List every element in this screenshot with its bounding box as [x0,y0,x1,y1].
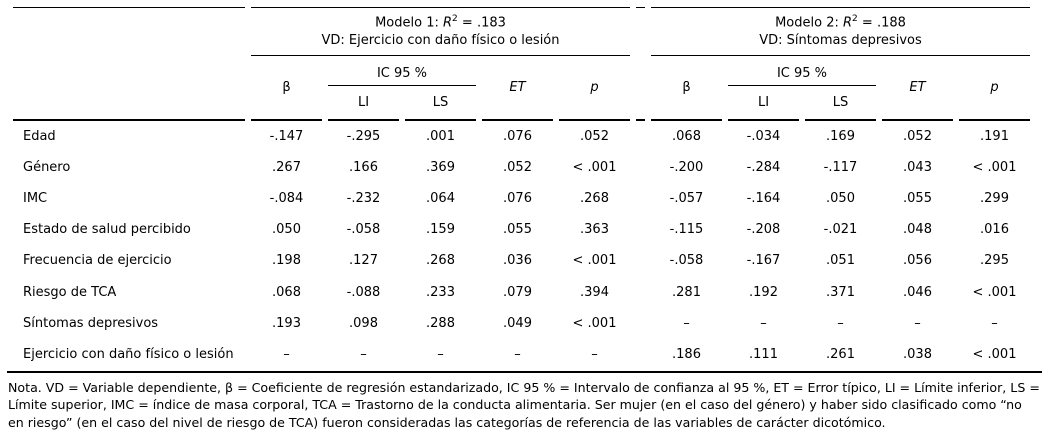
table-note: Nota. VD = Variable dependiente, β = Coeficiente de regresión estandarizado, IC 95 % = Intervalo de confianza al 95 %, ET = Error típico, LI = Límite inferior, LS = Límite superior, IMC = índice de masa corporal, TCA = Trastorno de la conducta alimentaria. Ser mujer (en el caso del género) y haber sido clasificado como “no en riesgo” (en el caso del nivel de riesgo de TCA) fueron consideradas las categorías de referencia de las variables de carácter dicotómico. [8,379,1040,430]
m2-beta-column-header: β [651,56,722,121]
m1-p-value: .394 [580,284,609,300]
row-label: Riesgo de TCA [23,284,117,300]
m2-et-value: .052 [903,128,932,144]
m2-p-value: < .001 [972,284,1017,300]
m1-se-column-header: ET [482,56,553,121]
m1-et-value: .055 [503,222,532,238]
row-label: Género [23,159,71,175]
row-label: Estado de salud percibido [23,222,191,238]
m1-ls-value: .064 [426,190,455,206]
table-row [13,215,1030,246]
model2-title: Modelo 2: [775,15,839,31]
r-squared-exponent: 2 [852,14,858,25]
m2-upper-limit-header: LS [805,86,876,121]
m2-beta-value: -.200 [669,159,704,175]
m2-ls-value: .169 [826,128,855,144]
m1-et-value: .052 [503,159,532,175]
m2-ls-value: -.021 [823,222,858,238]
m2-ci-column-header: IC 95 % [728,56,876,86]
model-header-row [13,7,1030,56]
m1-ci-column-header: IC 95 % [328,56,476,86]
m2-ls-value: .051 [826,253,855,269]
m1-beta-value: .050 [272,222,301,238]
m1-p-value: < .001 [572,253,617,269]
m1-beta-value: .193 [272,315,301,331]
m1-beta-column-header: β [251,56,322,121]
row-label: Frecuencia de ejercicio [23,253,172,269]
m1-beta-value: -.084 [269,190,304,206]
m2-et-value: .043 [903,159,932,175]
group-spacer [636,121,645,152]
model2-dependent-variable: VD: Síntomas depresivos [759,32,922,48]
m2-et-value: .055 [903,190,932,206]
m2-p-value: < .001 [972,159,1017,175]
m2-ls-value: .050 [826,190,855,206]
m1-p-column-header: p [559,56,630,121]
model1-title: Modelo 1: [375,15,439,31]
m1-beta-value: .198 [272,253,301,269]
row-label: Ejercicio con daño físico o lesión [23,346,234,362]
m1-li-value: .098 [349,315,378,331]
m1-li-value: – [360,346,367,362]
m2-p-column-header: p [959,56,1030,121]
m1-p-value: .052 [580,128,609,144]
m1-p-value: < .001 [572,315,617,331]
m1-et-value: .049 [503,315,532,331]
row-label: IMC [23,190,48,206]
m2-li-value: -.208 [746,222,781,238]
m1-et-value: .076 [503,128,532,144]
m1-upper-limit-header: LS [405,86,476,121]
model2-r2-value: = .188 [861,15,906,31]
m1-ls-value: – [437,346,444,362]
m1-ls-value: .268 [426,253,455,269]
group-spacer [636,339,645,370]
m2-lower-limit-header: LI [728,86,799,121]
group-spacer [636,152,645,183]
table-row [13,121,1030,152]
m1-li-value: -.295 [346,128,381,144]
m1-p-value: .268 [580,190,609,206]
m2-li-value: .192 [749,284,778,300]
row-label: Edad [23,128,56,144]
group-spacer [636,308,645,339]
regression-results-table [7,7,1036,371]
group-spacer [636,183,645,214]
group-spacer [636,277,645,308]
r-squared-exponent: 2 [452,14,458,25]
m1-beta-value: – [283,346,290,362]
m1-et-value: .076 [503,190,532,206]
m1-ls-value: .159 [426,222,455,238]
group-spacer [636,246,645,277]
model1-header [251,7,630,56]
m2-p-value: – [991,315,998,331]
m2-p-value: < .001 [972,346,1017,362]
table-row [13,183,1030,214]
m1-li-value: -.232 [346,190,381,206]
m1-lower-limit-header: LI [328,86,399,121]
m1-et-value: – [514,346,521,362]
m2-beta-value: .186 [672,346,701,362]
table-row [13,246,1030,277]
m2-ls-value: .261 [826,346,855,362]
m2-beta-value: -.058 [669,253,704,269]
m2-p-value: .295 [980,253,1009,269]
m2-p-value: .299 [980,190,1009,206]
model1-dependent-variable: VD: Ejercicio con daño físico o lesión [321,32,560,48]
m2-et-value: – [914,315,921,331]
r-squared-symbol: R [443,15,453,31]
row-label: Síntomas depresivos [23,315,159,331]
m2-li-value: -.164 [746,190,781,206]
group-spacer [636,7,645,121]
table-body [13,121,1030,371]
r-squared-symbol: R [843,15,853,31]
m1-ls-value: .001 [426,128,455,144]
m2-et-value: .046 [903,284,932,300]
row-label-column-header [13,7,245,121]
m2-beta-value: .281 [672,284,701,300]
m2-ls-value: – [837,315,844,331]
m2-li-value: – [760,315,767,331]
table-row [13,308,1030,339]
m1-et-value: .036 [503,253,532,269]
m2-li-value: -.167 [746,253,781,269]
m2-se-column-header: ET [882,56,953,121]
m2-p-value: .191 [980,128,1009,144]
m1-beta-value: .267 [272,159,301,175]
m2-et-value: .038 [903,346,932,362]
m2-li-value: .111 [749,346,778,362]
table-row [13,152,1030,183]
m1-li-value: -.058 [346,222,381,238]
m2-p-value: .016 [980,222,1009,238]
m1-p-value: .363 [580,222,609,238]
m2-li-value: -.034 [746,128,781,144]
m1-p-value: – [591,346,598,362]
table-row [13,277,1030,308]
m1-beta-value: -.147 [269,128,304,144]
m1-ls-value: .288 [426,315,455,331]
m2-li-value: -.284 [746,159,781,175]
m2-beta-value: – [683,315,690,331]
m1-li-value: .127 [349,253,378,269]
m1-et-value: .079 [503,284,532,300]
group-spacer [636,215,645,246]
m1-li-value: -.088 [346,284,381,300]
table-bottom-rule [7,371,1042,373]
m2-beta-value: .068 [672,128,701,144]
m1-li-value: .166 [349,159,378,175]
m2-beta-value: -.115 [669,222,704,238]
m2-ls-value: .371 [826,284,855,300]
m1-p-value: < .001 [572,159,617,175]
m2-et-value: .056 [903,253,932,269]
m1-beta-value: .068 [272,284,301,300]
m1-ls-value: .369 [426,159,455,175]
m2-et-value: .048 [903,222,932,238]
model1-r2-value: = .183 [461,15,506,31]
model2-header [651,7,1030,56]
table-row [13,339,1030,370]
m2-beta-value: -.057 [669,190,704,206]
m2-ls-value: -.117 [823,159,858,175]
m1-ls-value: .233 [426,284,455,300]
